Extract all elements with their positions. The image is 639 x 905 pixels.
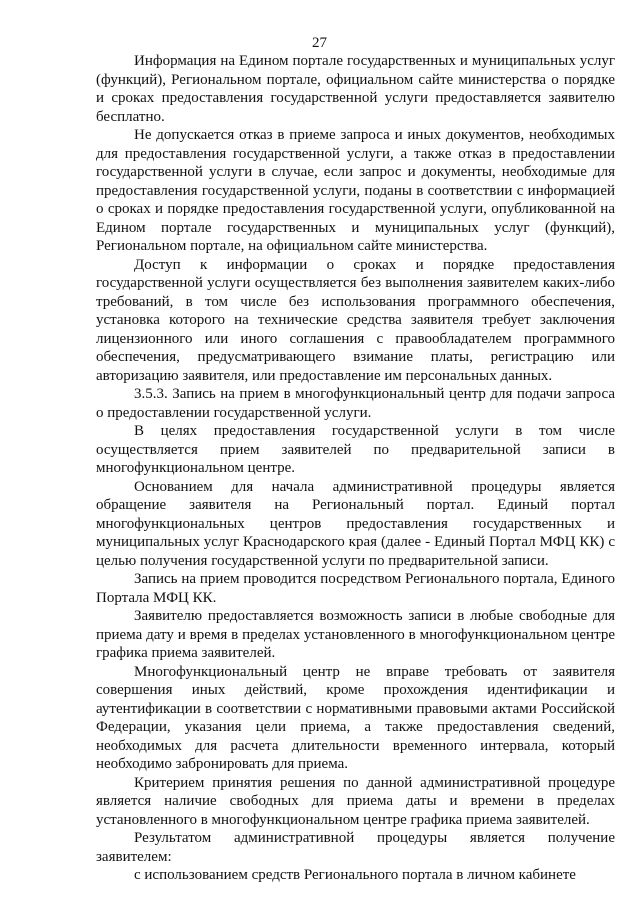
document-body	[96, 52, 615, 885]
paragraph-result: Результатом административной процедуры является получение заявителем:	[96, 830, 615, 865]
paragraph-preliminary-record: В целях предоставления государственной услуги в том числе осуществляется прием заявителей по предварительной записи в многофункциональном центре.	[96, 423, 615, 476]
section-heading-3-5-3: 3.5.3. Запись на прием в многофункциональный центр для подачи запроса о предоставлении государственной услуги.	[96, 386, 615, 421]
paragraph-no-refusal: Не допускается отказ в приеме запроса и иных документов, необходимых для предоставления государственной услуги, а также отказ в предоставлении государственной услуги в случае, если запрос и документы, необходимые для предоставления государственной услуги, поданы в соответствии с информацией о сроках и порядке предоставления государственной услуги, опубликованной на Едином портале государственных и муниципальных услуг (функций), Региональном портале, на официальном сайте министерства.	[96, 127, 615, 254]
paragraph-any-free-time: Заявителю предоставляется возможность записи в любые свободные для приема дату и время в пределах установленного в многофункциональном центре графика приема заявителей.	[96, 608, 615, 661]
paragraph-personal-cabinet: с использованием средств Регионального портала в личном кабинете	[134, 867, 576, 883]
paragraph-mfc-restrictions: Многофункциональный центр не вправе требовать от заявителя совершения иных действий, кроме прохождения идентификации и аутентификации в соответствии с нормативными правовыми актами Российской Федерации, указания цели приема, а также предоставления сведений, необходимых для расчета длительности временного интервала, который необходимо забронировать для приема.	[96, 663, 615, 772]
paragraph-basis: Основанием для начала административной процедуры является обращение заявителя на Региональный портал. Единый портал многофункциональных центров предоставления государственных и муниципальных услуг Краснодарского края (далее - Единый Портал МФЦ КК) с целью получения государственной услуги по предварительной записи.	[96, 478, 615, 569]
paragraph-info-free: Информация на Едином портале государственных и муниципальных услуг (функций), Региональном портале, официальном сайте министерства о порядке и сроках предоставления государственной услуги предоставляется заявителю бесплатно.	[96, 53, 615, 125]
paragraph-criterion: Критерием принятия решения по данной административной процедуре является наличие свободных для приема даты и времени в пределах установленного в многофункциональном центре графика приема заявителей.	[96, 774, 615, 828]
paragraph-access-info: Доступ к информации о сроках и порядке предоставления государственной услуги осуществляется без выполнения заявителем каких-либо требований, в том числе без использования программного обеспечения, установка которого на технические средства заявителя требует заключения лицензионного или иного соглашения с правообладателем программного обеспечения, предусматривающего взимание платы, регистрацию или авторизацию заявителя, или предоставление им персональных данных.	[96, 256, 615, 384]
paragraph-record-via-portal: Запись на прием проводится посредством Регионального портала, Единого Портала МФЦ КК.	[96, 571, 615, 606]
page-number: 27	[312, 35, 327, 51]
